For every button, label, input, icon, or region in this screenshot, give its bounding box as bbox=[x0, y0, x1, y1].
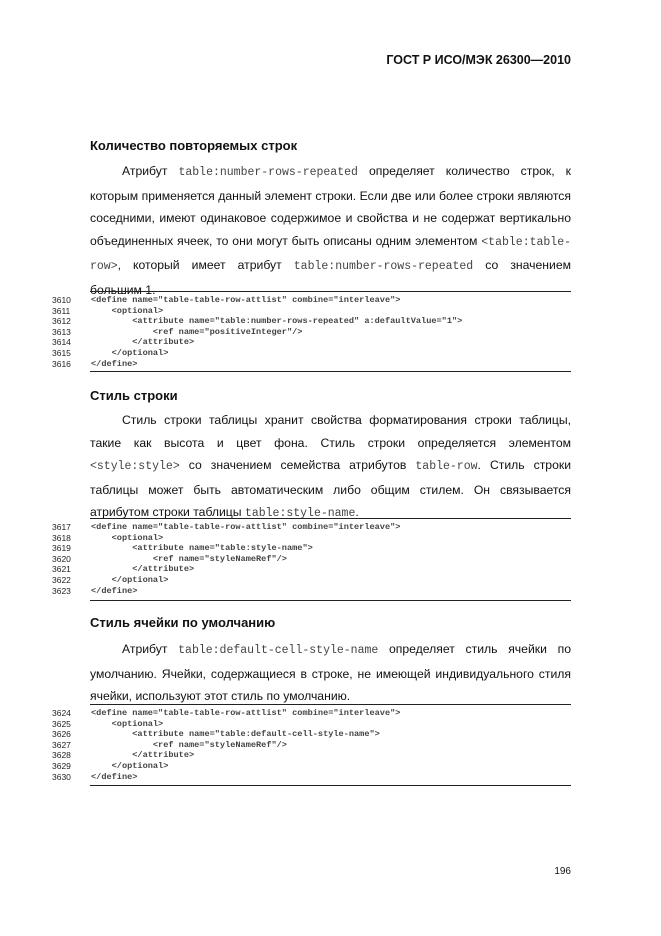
code-rule-bottom bbox=[90, 600, 571, 601]
line-number: 3614 bbox=[52, 337, 71, 348]
code-text: <attribute name="table:number-rows-repeated" a:defaultValue="1"> bbox=[91, 316, 463, 327]
code-text: <define name="table-table-row-attlist" combine="interleave"> bbox=[91, 708, 401, 718]
code-line bbox=[52, 740, 571, 751]
code-text: </define> bbox=[91, 358, 138, 369]
code-line bbox=[52, 554, 571, 565]
code-line bbox=[52, 327, 571, 338]
line-number: 3624 bbox=[52, 708, 71, 718]
section-title-default-cell-style: Стиль ячейки по умолчанию bbox=[90, 615, 276, 630]
code-text: <attribute name="table:default-cell-style-name"> bbox=[91, 729, 380, 740]
paragraph-text: определяет количество строк, к которым применяется данный элемент строки. Если две или более строки являются соседними, имеют одинаковое содержимое и свойства и не содержат вертикально объединенных ячеек, то они могут быть описаны одним элементом bbox=[90, 164, 571, 248]
paragraph-text: . bbox=[355, 505, 359, 519]
code-text: </attribute> bbox=[91, 750, 195, 761]
code-line bbox=[52, 719, 571, 730]
code-text: <ref name="positiveInteger"/> bbox=[91, 326, 303, 337]
code-line bbox=[52, 772, 571, 783]
line-number: 3627 bbox=[52, 739, 71, 750]
code-line bbox=[52, 750, 571, 761]
code-rule-bottom bbox=[90, 785, 571, 786]
line-number: 3616 bbox=[52, 358, 71, 369]
code-line bbox=[52, 543, 571, 554]
code-text: </define> bbox=[91, 771, 138, 782]
line-number: 3613 bbox=[52, 326, 71, 337]
code-rule-top bbox=[90, 518, 571, 519]
code-text: <ref name="styleNameRef"/> bbox=[91, 739, 287, 750]
code-line bbox=[52, 337, 571, 348]
line-number: 3628 bbox=[52, 750, 71, 761]
line-number: 3610 bbox=[52, 295, 71, 305]
line-number: 3615 bbox=[52, 347, 71, 358]
code-text: <ref name="styleNameRef"/> bbox=[91, 553, 287, 564]
line-number: 3623 bbox=[52, 585, 71, 596]
code-line bbox=[52, 348, 571, 359]
code-listing-row-style bbox=[52, 522, 571, 596]
code-line bbox=[52, 359, 571, 370]
paragraph-text: со значением большим 1. bbox=[90, 258, 572, 297]
section-title-rows-repeated: Количество повторяемых строк bbox=[90, 138, 298, 153]
paragraph-text: Стиль строки таблицы хранит свойства форматирования строки таблицы, такие как высота и цвет фона. Стиль строки определяется элементом bbox=[90, 413, 571, 450]
code-line bbox=[52, 729, 571, 740]
code-line bbox=[52, 316, 571, 327]
line-number: 3621 bbox=[52, 564, 71, 575]
code-text: </attribute> bbox=[91, 564, 195, 575]
code-listing-rows-repeated bbox=[52, 295, 571, 369]
inline-code: table:default-cell-style-name bbox=[178, 644, 379, 657]
section-paragraph-row-style bbox=[90, 409, 571, 526]
line-number: 3620 bbox=[52, 553, 71, 564]
code-rule-bottom bbox=[90, 371, 571, 372]
code-text: </optional> bbox=[91, 760, 169, 771]
section-paragraph-rows-repeated bbox=[90, 160, 571, 301]
code-line bbox=[52, 708, 571, 719]
code-rule-top bbox=[90, 291, 571, 292]
code-line bbox=[52, 761, 571, 772]
line-number: 3626 bbox=[52, 729, 71, 740]
code-line bbox=[52, 533, 571, 544]
inline-code: <table:table-row> bbox=[90, 235, 571, 273]
line-number: 3617 bbox=[52, 522, 71, 532]
code-text: </optional> bbox=[91, 574, 169, 585]
code-line bbox=[52, 295, 571, 306]
code-line bbox=[52, 575, 571, 586]
code-text: <optional> bbox=[91, 532, 164, 543]
paragraph-text: . Стиль строки таблицы может быть автоматическим либо общим стилем. Он связывается атрибутом строки таблицы bbox=[90, 458, 572, 519]
code-text: </optional> bbox=[91, 347, 169, 358]
code-text: <define name="table-table-row-attlist" combine="interleave"> bbox=[91, 522, 401, 532]
line-number: 3619 bbox=[52, 543, 71, 554]
code-text: </define> bbox=[91, 585, 138, 596]
code-text: <attribute name="table:style-name"> bbox=[91, 543, 313, 554]
code-text: </attribute> bbox=[91, 337, 195, 348]
page-header: ГОСТ Р ИСО/МЭК 26300—2010 bbox=[386, 53, 571, 67]
inline-code: table:style-name bbox=[244, 507, 356, 520]
code-line bbox=[52, 306, 571, 317]
line-number: 3618 bbox=[52, 532, 71, 543]
line-number: 3625 bbox=[52, 718, 71, 729]
section-title-row-style: Стиль строки bbox=[90, 388, 178, 403]
inline-code: table-row bbox=[415, 460, 478, 473]
inline-code: table:number-rows-repeated bbox=[178, 166, 358, 179]
code-line bbox=[52, 564, 571, 575]
code-text: <optional> bbox=[91, 305, 164, 316]
inline-code: <style:style> bbox=[90, 460, 180, 473]
line-number: 3612 bbox=[52, 316, 71, 327]
paragraph-text: со значением семейства атрибутов bbox=[179, 458, 416, 472]
paragraph-text: определяет стиль ячейки по умолчанию. Ячейки, содержащиеся в строке, не имеющей индивидуального стиля ячейки, используют этот стиль по умолчанию. bbox=[90, 642, 571, 703]
code-line bbox=[52, 522, 571, 533]
section-paragraph-default-cell-style bbox=[90, 638, 571, 708]
code-rule-top bbox=[90, 704, 571, 705]
line-number: 3629 bbox=[52, 760, 71, 771]
code-text: <optional> bbox=[91, 718, 164, 729]
line-number: 3630 bbox=[52, 771, 71, 782]
code-line bbox=[52, 586, 571, 597]
line-number: 3611 bbox=[52, 305, 71, 316]
paragraph-text: Атрибут bbox=[122, 642, 179, 656]
paragraph-text: Атрибут bbox=[122, 164, 179, 178]
code-text: <define name="table-table-row-attlist" combine="interleave"> bbox=[91, 295, 401, 305]
inline-code: table:number-rows-repeated bbox=[293, 260, 474, 273]
code-listing-default-cell-style bbox=[52, 708, 571, 782]
paragraph-text: , который имеет атрибут bbox=[117, 258, 294, 272]
line-number: 3622 bbox=[52, 574, 71, 585]
page-number: 196 bbox=[554, 866, 571, 877]
